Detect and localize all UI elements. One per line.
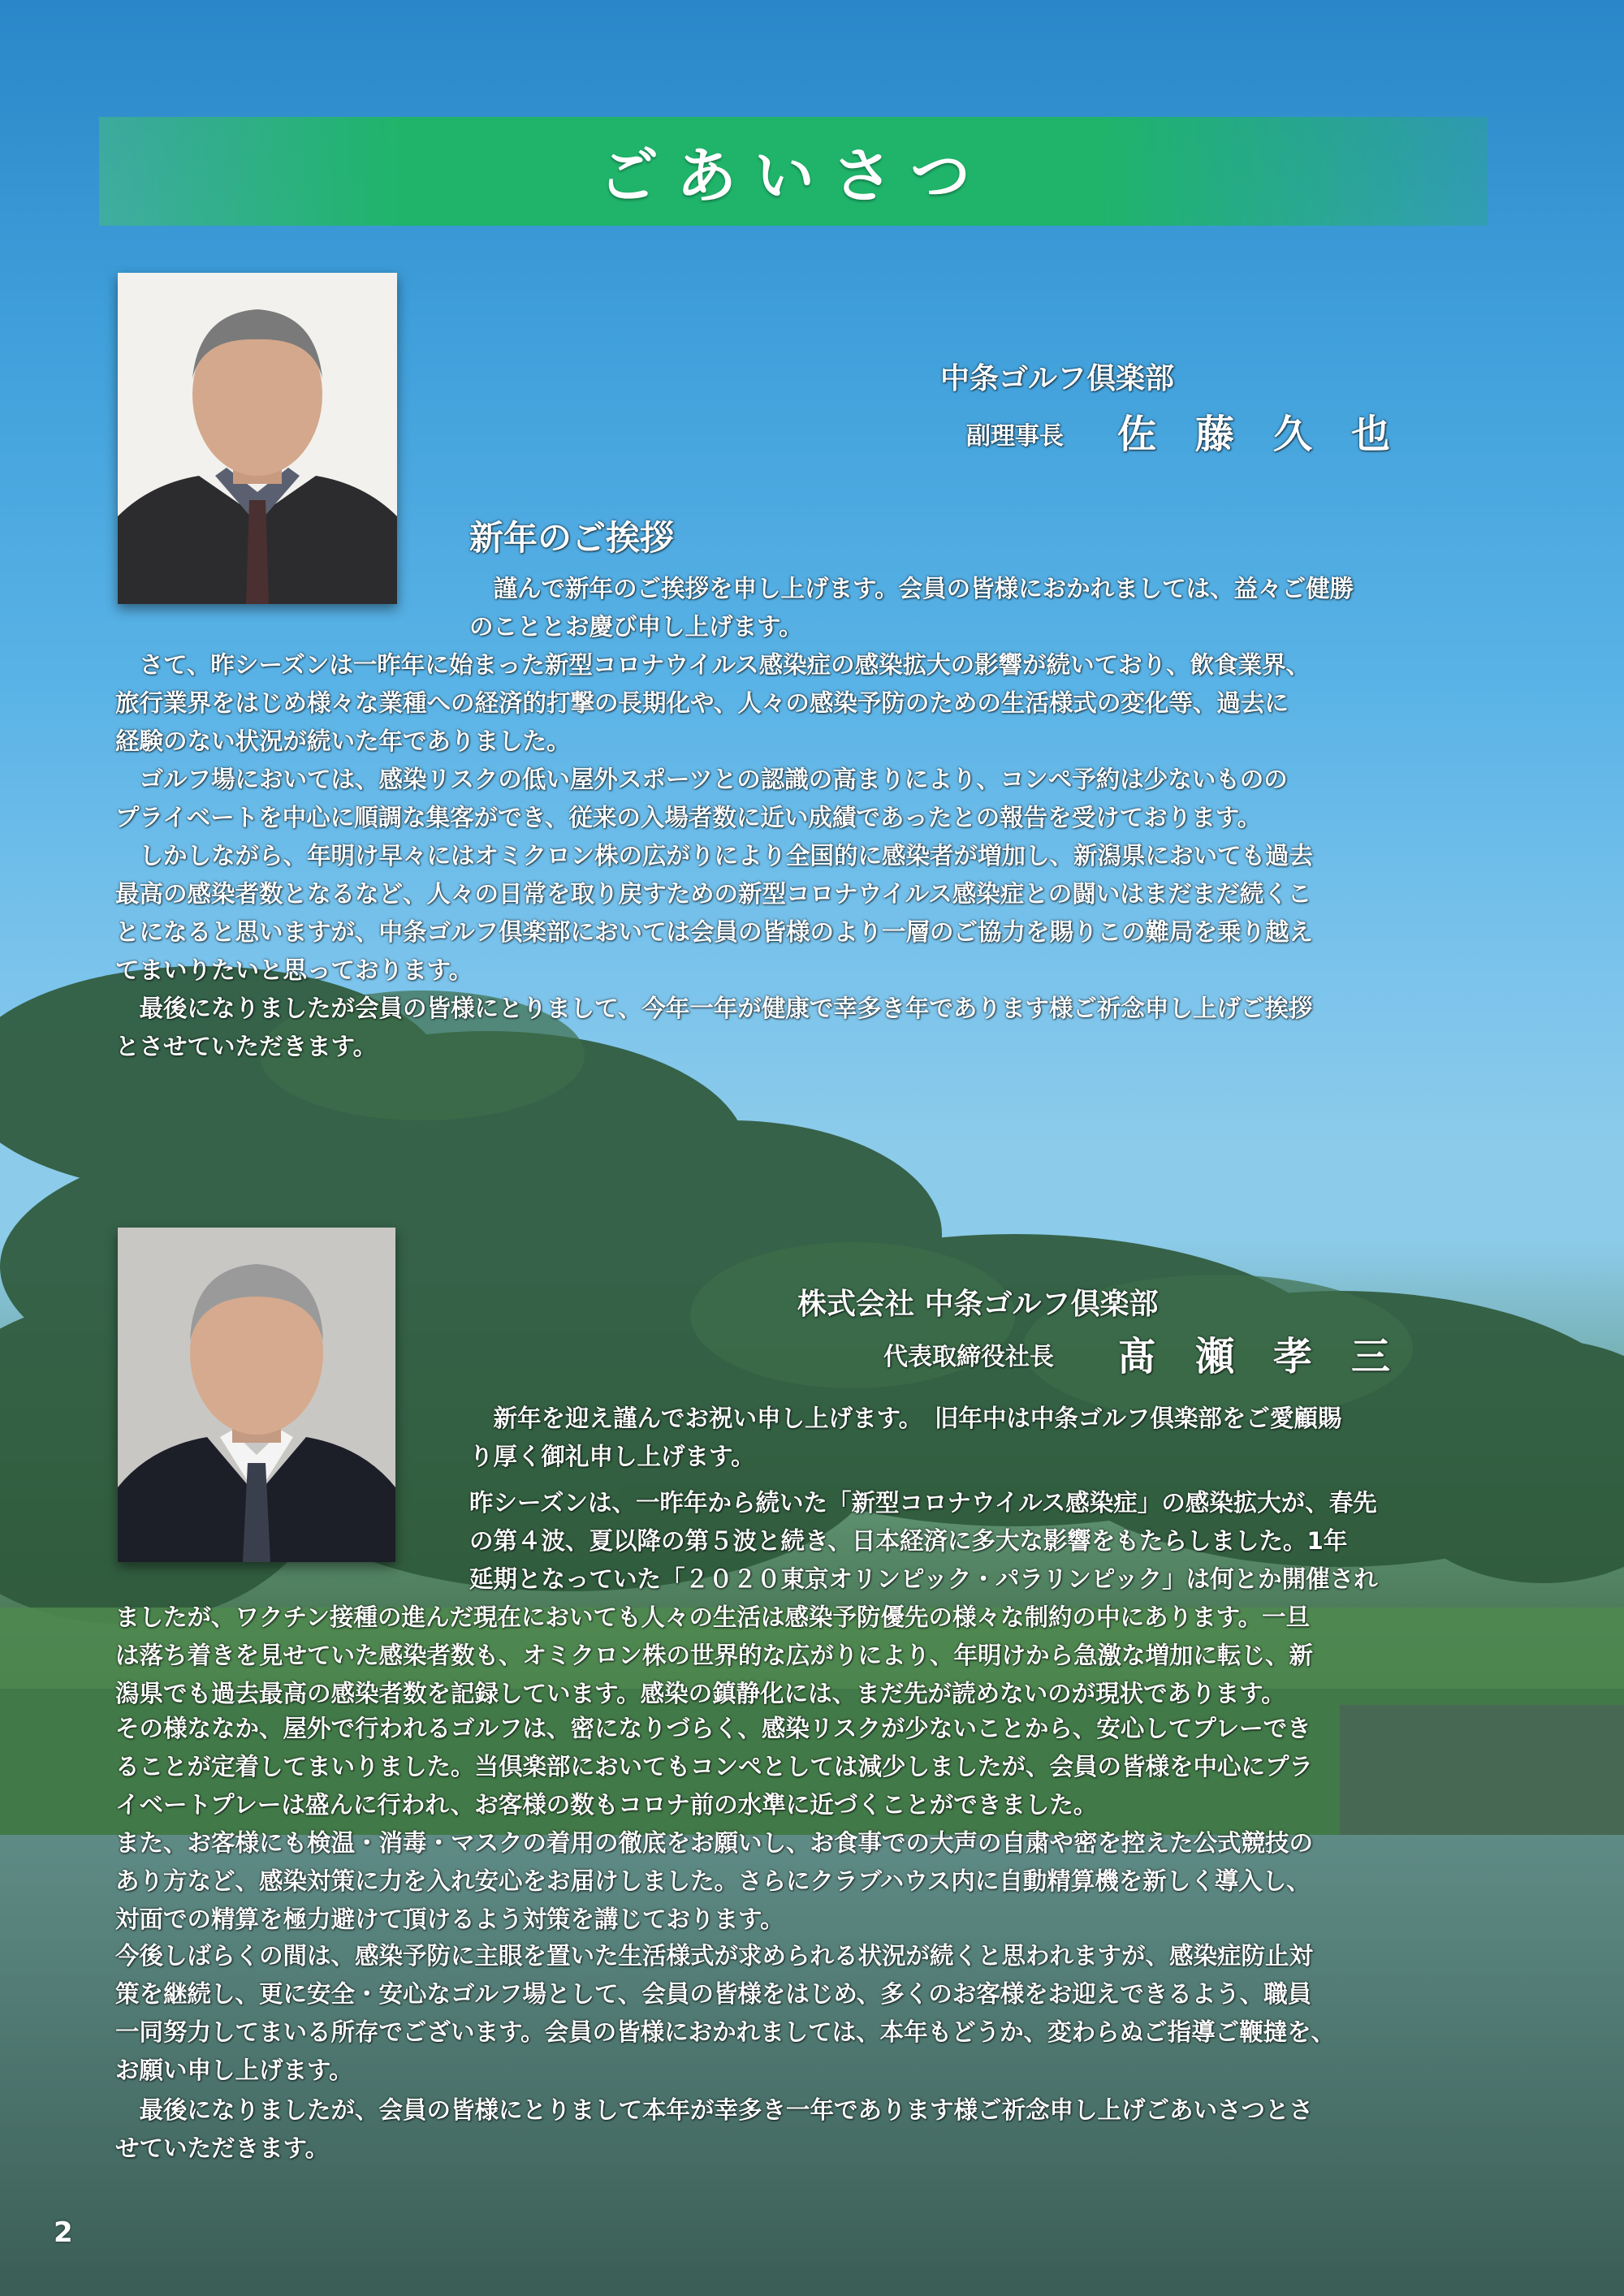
message-line: り厚く御礼申し上げます。 xyxy=(469,1443,755,1470)
president-message-intro xyxy=(469,1400,1341,1476)
president-message-future xyxy=(115,1937,1335,2090)
message-line: 最高の感染者数となるなど、人々の日常を取り戻すための新型コロナウイルス感染症との闘いはまだまだ続くこ xyxy=(115,880,1312,908)
message-line: ゴルフ場においては、感染リスクの低い屋外スポーツとの認識の高まりにより、コンペ予約は少ないものの xyxy=(115,766,1288,793)
message-line: せていただきます。 xyxy=(115,2134,330,2162)
message-line: あり方など、感染対策に力を入れ安心をお届けしました。さらにクラブハウス内に自動精算機を新しく導入し、 xyxy=(115,1867,1311,1895)
message-line: 延期となっていた「２０２０東京オリンピック・パラリンピック」は何とか開催され xyxy=(469,1565,1378,1593)
president-title: 代表取締役社長 xyxy=(883,1343,1054,1371)
message-line: は落ち着きを見せていた感染者数も、オミクロン株の世界的な広がりにより、年明けから急激な増加に転じ、新 xyxy=(115,1642,1314,1669)
title-banner xyxy=(99,117,1488,226)
president-organization: 株式会社 中条ゴルフ倶楽部 xyxy=(797,1288,1159,1321)
vice-chairman-message-body xyxy=(115,646,1313,1066)
page-title: ごあいさつ xyxy=(598,141,988,211)
message-line: 謹んで新年のご挨拶を申し上げます。会員の皆様におかれましては、益々ご健勝 xyxy=(469,575,1354,602)
vice-chairman-portrait xyxy=(118,273,397,604)
message-line: とさせていただきます。 xyxy=(115,1033,378,1060)
new-year-greeting-heading: 新年のご挨拶 xyxy=(469,518,675,558)
vice-chairman-organization: 中条ゴルフ倶楽部 xyxy=(940,362,1175,395)
president-message-covid-cont xyxy=(115,1599,1313,1713)
message-line: 潟県でも過去最高の感染者数を記録しています。感染の鎮静化には、まだ先が読めないのが現状であります。 xyxy=(115,1680,1285,1707)
message-line: さて、昨シーズンは一昨年に始まった新型コロナウイルス感染症の感染拡大の影響が続いており、飲食業界、 xyxy=(115,651,1311,679)
message-line: 今後しばらくの間は、感染予防に主眼を置いた生活様式が求められる状況が続くと思われますが、感染症防止対 xyxy=(115,1942,1314,1970)
message-line: 経験のない状況が続いた年でありました。 xyxy=(115,727,571,755)
vice-chairman-name: 佐 藤 久 也 xyxy=(1117,412,1391,457)
vice-chairman-title: 副理事長 xyxy=(966,422,1064,451)
message-line: 最後になりましたが、会員の皆様にとりまして本年が幸多き一年であります様ご祈念申し上げごあいさつとさ xyxy=(115,2096,1314,2124)
message-line: 旅行業界をはじめ様々な業種への経済的打撃の長期化や、人々の感染予防のための生活様式の変化等、過去に xyxy=(115,689,1289,717)
message-line: 対面での精算を極力避けて頂けるよう対策を講じております。 xyxy=(115,1905,784,1933)
president-message-closing xyxy=(115,2091,1313,2168)
message-line: また、お客様にも検温・消毒・マスクの着用の徹底をお願いし、お食事での大声の自粛や密を控えた公式競技の xyxy=(115,1829,1314,1857)
message-line: てまいりたいと思っております。 xyxy=(115,956,473,984)
message-line: のこととお慶び申し上げます。 xyxy=(469,613,803,641)
message-line: ることが定着してまいりました。当倶楽部においてもコンペとしては減少しましたが、会員の皆様を中心にプラ xyxy=(115,1753,1314,1780)
message-line: しかしながら、年明け早々にはオミクロン株の広がりにより全国的に感染者が増加し、新潟県においても過去 xyxy=(115,842,1314,870)
message-line: とになると思いますが、中条ゴルフ倶楽部においては会員の皆様のより一層のご協力を賜りこの難局を乗り越え xyxy=(115,918,1314,946)
message-line: 一同努力してまいる所存でございます。会員の皆様におかれましては、本年もどうか、変わらぬご指導ご鞭撻を、 xyxy=(115,2018,1336,2046)
message-line: イベートプレーは盛んに行われ、お客様の数もコロナ前の水準に近づくことができました。 xyxy=(115,1791,1098,1819)
president-message-covid xyxy=(469,1484,1378,1599)
message-line: 最後になりましたが会員の皆様にとりまして、今年一年が健康で幸多き年であります様ご祈念申し上げご挨拶 xyxy=(115,995,1313,1022)
message-line: 昨シーズンは、一昨年から続いた「新型コロナウイルス感染症」の感染拡大が、春先 xyxy=(469,1489,1377,1517)
page-number: 2 xyxy=(54,2216,73,2249)
message-line: 新年を迎え謹んでお祝い申し上げます。 旧年中は中条ゴルフ倶楽部をご愛顧賜 xyxy=(469,1405,1342,1432)
president-message-golf xyxy=(115,1710,1313,1939)
message-line: プライベートを中心に順調な集客ができ、従来の入場者数に近い成績であったとの報告を受けております。 xyxy=(115,804,1262,831)
president-name: 髙 瀬 孝 三 xyxy=(1117,1334,1391,1379)
message-line: 策を継続し、更に安全・安心なゴルフ場として、会員の皆様をはじめ、多くのお客様をお迎えできるよう、職員 xyxy=(115,1980,1312,2008)
message-line: ましたが、ワクチン接種の進んだ現在においても人々の生活は感染予防優先の様々な制約の中にあります。一旦 xyxy=(115,1603,1311,1631)
message-line: その様ななか、屋外で行われるゴルフは、密になりづらく、感染リスクが少ないことから、安心してプレーでき xyxy=(115,1715,1311,1742)
message-line: の第４波、夏以降の第５波と続き、日本経済に多大な影響をもたらしました。1年 xyxy=(469,1527,1348,1555)
vice-chairman-message-intro xyxy=(469,570,1354,646)
message-line: お願い申し上げます。 xyxy=(115,2056,353,2084)
president-portrait xyxy=(118,1228,395,1562)
